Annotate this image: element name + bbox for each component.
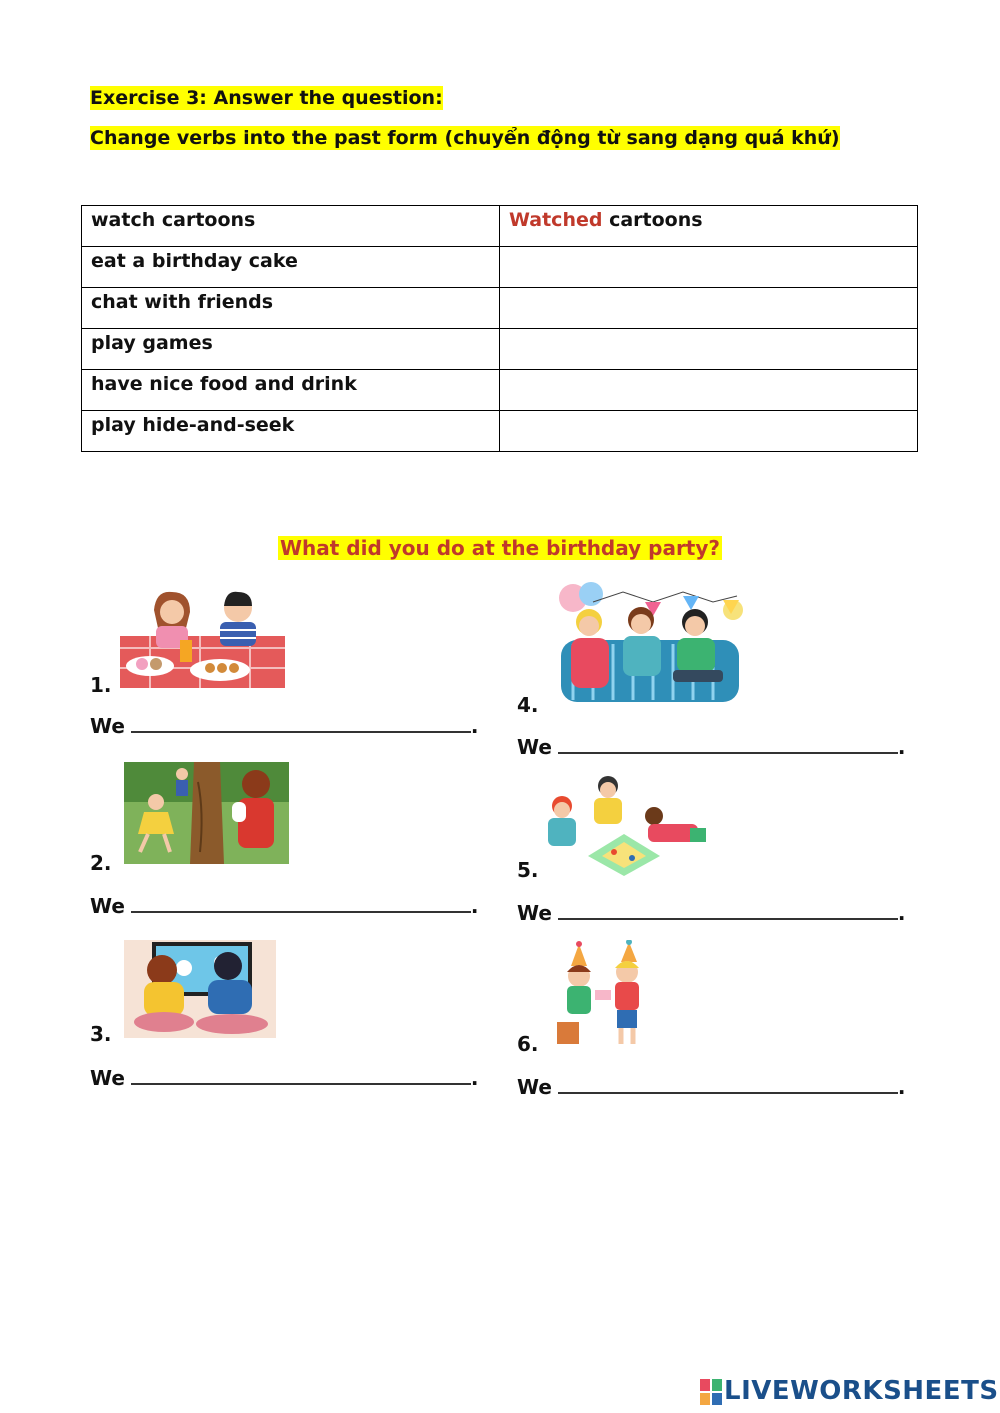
- chatting-picture: [553, 580, 745, 708]
- item-number: 6.: [517, 1032, 539, 1056]
- item-number: 1.: [90, 673, 112, 697]
- answer-line-4[interactable]: We .: [517, 735, 906, 759]
- exercise-instruction: Change verbs into the past form (chuyển động từ sang dạng quá khứ): [90, 127, 840, 149]
- answer-cell[interactable]: [500, 247, 918, 288]
- section-question: What did you do at the birthday party?: [279, 536, 721, 560]
- verb-table: [81, 205, 918, 452]
- item-number: 4.: [517, 693, 539, 717]
- answer-cell[interactable]: Watched cartoons: [500, 206, 918, 247]
- item-number: 2.: [90, 851, 112, 875]
- verb-cell: chat with friends: [82, 288, 500, 329]
- answer-cell[interactable]: [500, 288, 918, 329]
- answer-cell[interactable]: [500, 370, 918, 411]
- table-row: [82, 206, 918, 247]
- watching-tv-picture: [124, 940, 276, 1038]
- table-row: [82, 247, 918, 288]
- answer-line-1[interactable]: We .: [90, 714, 479, 738]
- exercise-title: Exercise 3: Answer the question:: [90, 87, 443, 109]
- table-row: [82, 411, 918, 452]
- answer-line-2[interactable]: We .: [90, 894, 479, 918]
- item-number: 3.: [90, 1022, 112, 1046]
- item-number: 5.: [517, 858, 539, 882]
- logo-icon: [700, 1379, 722, 1405]
- verb-cell: eat a birthday cake: [82, 247, 500, 288]
- answer-line-6[interactable]: We .: [517, 1075, 906, 1099]
- answer-cell[interactable]: [500, 411, 918, 452]
- hide-and-seek-picture: [124, 762, 289, 864]
- answer-cell[interactable]: [500, 329, 918, 370]
- table-row: [82, 329, 918, 370]
- answer-line-5[interactable]: We .: [517, 901, 906, 925]
- liveworksheets-logo: LIVEWORKSHEETS: [700, 1376, 999, 1406]
- board-game-picture: [540, 772, 708, 880]
- table-row: [82, 288, 918, 329]
- verb-cell: play games: [82, 329, 500, 370]
- birthday-cake-picture: [545, 940, 659, 1050]
- verb-cell: have nice food and drink: [82, 370, 500, 411]
- answer-line-3[interactable]: We .: [90, 1066, 479, 1090]
- verb-cell: play hide-and-seek: [82, 411, 500, 452]
- table-row: [82, 370, 918, 411]
- eating-party-picture: [120, 588, 285, 688]
- verb-cell: watch cartoons: [82, 206, 500, 247]
